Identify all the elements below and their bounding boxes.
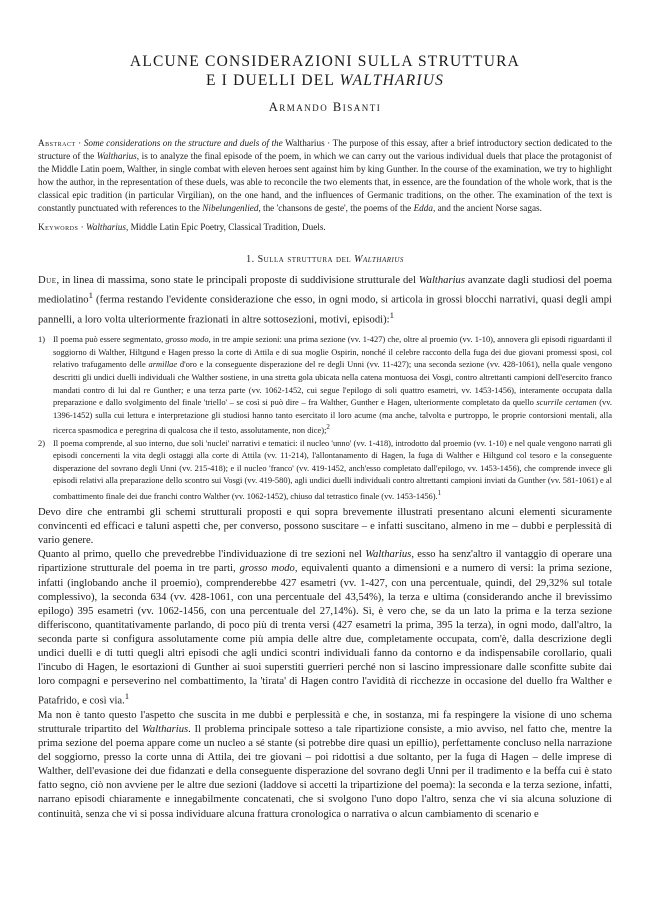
abstract-text: , is to analyze the final episode of the poem, in which we can carry out the various individual duels that place the protagonist of the Middle Latin poem, Walther, in single combat with eleven heroes sent against him by king Gunther. In the course of the examination, we try to highlight how the author, in the representation of these duels, was able to reconcile the two elements that, in essence, are the foundation of the whole work, that is the classical epic tradition (in particular Virgilian), on the one hand, and the influences of Germanic traditions, on the other. The examination of the text is constantly punctuated with references to the (38, 151, 612, 213)
abstract-separator-2: · (324, 138, 333, 148)
footnote-ref[interactable]: 2 (326, 423, 330, 432)
abstract-label: Abstract (38, 138, 76, 148)
abstract-work-ref: Nibelungenlied (202, 203, 259, 213)
paragraph-text: . Il problema principale sotteso a tale ripartizione consiste, a mio avviso, nel fatto che, mentre la prima sezione del poema appare come un nucleo a sé stante (si potrebbe dire quasi un epillio), perfettamente concluso nella narrazione del soggiorno, presso la corte unna di Attila, dei tre giovani – poi ridottisi a due soltanto, per la fuga di Hagen – delle imprese di Walther, dell'evasione dei due fidanzati e della conseguente disperazione del sovrano degli Unni per il tradimento e la beffa cui è stato fatto segno, ciò non avviene per le altre due sezioni (laddove si accetti la tripartizione del poema): la seconda e la terza sezione, infatti, narrano episodi chiaramente e innegabilmente concatenati, che si svolgono l'uno dopo l'altro, senza che vi sia alcuna soluzione di continuità, senza che vi si possa individuare alcuna frattura cronologica o narrativa o alcun cambiamento di scenario e (38, 724, 612, 820)
work-ref: Waltharius (142, 724, 189, 736)
keywords (38, 221, 612, 234)
abstract-text: The purpose of this essay, after a brief introductory section dedicated to the structure of the (38, 138, 612, 161)
list-item-text: , in tre ampie sezioni: una prima sezione (vv. 1-427) che, oltre al proemio (vv. 1-10), annovera gli episodi riguardanti il soggiorno di Walther, Hiltgund e Hagen presso la corte di Attila e di sua moglie Ospirin, nonché il celebre racconto della fuga dei due giovani promessi sposi, col relativo trafugamento delle (53, 334, 612, 370)
title-line-1: ALCUNE CONSIDERAZIONI SULLA STRUTTURA (129, 53, 521, 70)
abstract-work-ref: Edda (413, 203, 433, 213)
structure-list (38, 333, 612, 502)
footnote-ref[interactable]: 1 (88, 290, 94, 301)
abstract-title-work: Waltharius (282, 138, 325, 148)
paragraph-text: , equivalenti quanto a dimensioni e a numero di versi: la prima sezione, infatti (inglobando anche il proemio), comprenderebbe 427 esametri (vv. 1-427, con una percentuale, quindi, del 29,32% sul totale complessivo), la seconda 634 (vv. 428-1061, con una percentuale del 43,54%), la terza e ultima (considerando anche il brevissimo epilogo) 395 esametri (vv. 1062-1456, con una percentuale del 27,14%). Sì, è vero che, se da un lato la prima e la terza sezione differiscono, quantitativamente parlando, di poco più di trenta versi (427 esametri la prima, 395 la terza), in ogni modo, dall'altro, la seconda parte si configura assolutamente come più ampia delle altre due, completamente occupata, com'è, dalla descrizione degli undici duelli e di tutti quegli altri episodi che agli undici scontri individuali fanno da contorno e da indispensabile corollario, quali l'incubo di Hagen, le esortazioni di Gunther ai suoi superstiti guerrieri perché non si lascino impressionare dalle sconfitte subite dai loro compagni e perseverino nel combattimento, la 'tirata' di Hagen contro l'avidità di ricchezze in occasione del duello fra Walther e Patafrido, e così via. (38, 563, 613, 707)
paragraph-text: Devo dire che entrambi gli schemi strutturali proposti e qui sopra brevemente illustrati presentano alcuni elementi sicuramente convincenti ed efficaci e taluni aspetti che, per converso, possono suscitare – e infatti suscitano, almeno in me – dubbi e perplessità di vario genere. (38, 507, 612, 547)
section-heading-work: Waltharius (354, 254, 404, 265)
list-item-text: Il poema comprende, al suo interno, due soli 'nuclei' narrativi e tematici: il nucleo 'unno' (vv. 1-418), introdotto dal proemio (vv. 1-10) e nel quale vengono narrati gli episodi concernenti la vita degli ostaggi alla corte di Attila (vv. 11-214), l'allontanamento di Hagen, la fuga di Walther e Hiltgund col tesoro e la conseguente disperazione del sovrano degli Unni (vv. 215-418); e il nucleo 'franco' (vv. 419-1452, anch'esso completato dall'epilogo, vv. 1453-1456), che comprende invece gli episodi relativi alla preparazione dello scontro sui Vosgi (vv. 419-580), agli undici duelli individuali contro altrettanti campioni inviati da Gunther (vv. 581-1061) e al combattimento finale dei due franchi contro Walther (vv. 1062-1452), chiuso dal tetrastico finale (vv. 1453-1456). (53, 437, 612, 501)
list-item-number: 2) (38, 437, 46, 448)
keyword-work: Waltharius (85, 222, 126, 232)
footnote-ref[interactable]: 1 (437, 488, 442, 497)
italic-phrase: grosso modo (239, 563, 295, 575)
work-ref: Waltharius (418, 275, 465, 286)
list-item-italic: grosso modo (165, 334, 209, 345)
paragraph-text: Ma non è tanto questo l'aspetto che suscita in me dubbi e perplessità e che, in sostanza, mi fa respingere la visione di uno schema strutturale tripartito del (38, 709, 612, 736)
title-line-2-prefix: E I DUELLI DEL (205, 72, 340, 89)
list-item-italic: armillae (148, 359, 178, 370)
section-heading-prefix: 1. Sulla struttura del (246, 254, 355, 265)
list-item-italic: scurrile certamen (536, 397, 597, 408)
list-item-text: d'oro e la conseguente disperazione del re degli Unni (vv. 11-427); una seconda sezione (vv. 428-1061), nella quale vengono descritti gli undici duelli individuali che Walther sostiene, in una stretta gola ubicata nella catena montuosa dei Vosgi, contro altrettanti campioni dell'esercito franco mandati contro di lui dal re Gunther; e una terza parte (vv. 1062-1452, cui segue l'epilogo di soli quattro esametri, vv. 1453-1456), interamente occupata dalla preparazione e dallo svolgimento del finale 'triello' – se così si può dire – fra Walther, Gunther e Hagen, ulteriormente completato da quello (53, 359, 612, 408)
paragraph-text: , esso ha senz'altro il vantaggio di operare una ripartizione strutturale del poema in tre parti, (38, 549, 612, 575)
keywords-list: , Middle Latin Epic Poetry, Classical Tradition, Duels. (125, 222, 326, 232)
abstract-english-title: Some considerations on the structure and duels of the (83, 138, 283, 148)
abstract-separator: · (75, 138, 84, 148)
paragraph-3 (38, 548, 612, 709)
list-item-number: 1) (38, 334, 46, 345)
list-item-text: Il poema può essere segmentato, (53, 334, 166, 345)
paragraph-2 (38, 506, 612, 548)
paragraph-text: Quanto al primo, quello che prevedrebbe l'individuazione di tre sezioni nel (38, 549, 366, 561)
list-item (38, 437, 612, 503)
keywords-separator: · (78, 222, 86, 232)
abstract-work-ref: Waltharius (96, 151, 137, 161)
paragraph-text: (ferma restando l'evidente considerazione che esso, in ogni modo, si articola in grossi blocchi narrativi, quasi degli ampi pannelli, a loro volta ulteriormente frazionati in altre sottosezioni, motivi, episodi): (38, 294, 612, 326)
author-name: Armando Bisanti (268, 100, 382, 114)
abstract-text: , and the ancient Norse sagas. (432, 203, 542, 213)
list-item (38, 333, 612, 436)
footnote-ref[interactable]: 1 (389, 309, 394, 320)
abstract-text: , the 'chansons de geste', the poems of the (258, 203, 414, 213)
footnote-ref[interactable]: 1 (124, 691, 130, 702)
title-work-name: WALTHARIUS (339, 72, 445, 89)
paragraph-text: avanzate dagli studiosi del poema mediolatino (38, 275, 612, 306)
section-heading (38, 254, 612, 265)
paragraph-text: , in linea di massima, sono state le principali proposte di suddivisione strutturale del (56, 275, 419, 286)
abstract (38, 137, 612, 215)
paragraph-lead-word: Due (38, 275, 57, 286)
paragraph-1 (38, 274, 612, 327)
keywords-label: Keywords (38, 222, 79, 232)
paragraph-4 (38, 709, 612, 822)
work-ref: Waltharius (365, 549, 412, 561)
list-item-text: (vv. 1396-1452) sulla cui lettura e interpretazione gli studiosi hanno tanto esercitato il loro acume (ma anche, talvolta e purtroppo, le proprie contorsioni mentali, alla ricerca spasmodica e peregrina di qualcosa che il testo, assolutamente, non dice); (53, 397, 612, 435)
article-title (38, 52, 612, 90)
